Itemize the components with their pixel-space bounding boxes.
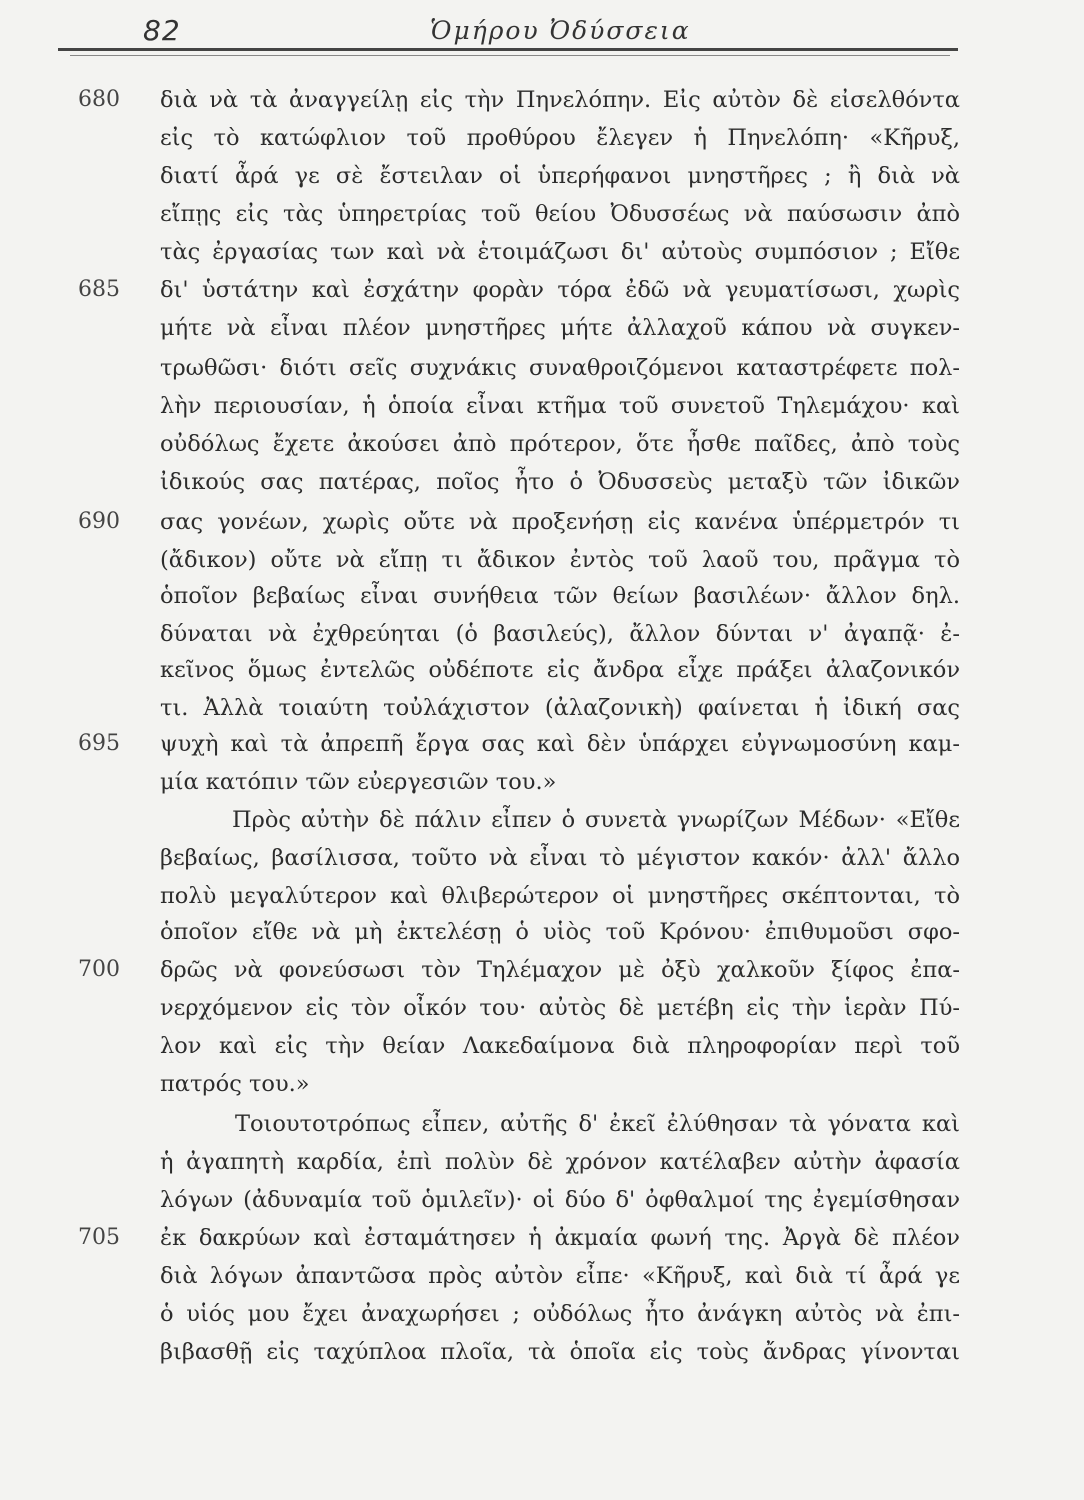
header-rule-thin: [70, 55, 950, 56]
text-line: ἐκ δακρύων καὶ ἐσταμάτησεν ἡ ἀκμαία φωνή της. Ἀργὰ δὲ πλέον: [160, 1225, 960, 1251]
line-number: 680: [78, 87, 120, 112]
line-number: 700: [78, 957, 120, 982]
text-line: τρωθῶσι· διότι σεῖς συχνάκις συναθροιζόμενοι καταστρέφετε πολ-: [160, 355, 960, 381]
text-line: (ἄδικον) οὔτε νὰ εἴπῃ τι ἄδικον ἐντὸς τοῦ λαοῦ του, πρᾶγμα τὸ: [160, 547, 960, 573]
text-line: δρῶς νὰ φονεύσωσι τὸν Τηλέμαχον μὲ ὀξὺ χαλκοῦν ξίφος ἐπα-: [160, 957, 960, 983]
page-number: 82: [143, 14, 181, 47]
text-line: λόγων (ἀδυναμία τοῦ ὁμιλεῖν)· οἱ δύο δ' ὀφθαλμοί της ἐγεμίσθησαν: [160, 1187, 960, 1213]
running-title: Ὁμήρου Ὀδύσσεια: [430, 16, 691, 45]
text-line: μία κατόπιν τῶν εὐεργεσιῶν του.»: [160, 769, 557, 795]
line-number: 685: [78, 277, 120, 302]
text-line: διὰ λόγων ἀπαντῶσα πρὸς αὐτὸν εἶπε· «Κῆρυξ, καὶ διὰ τί ἆρά γε: [160, 1263, 960, 1289]
text-line: ψυχὴ καὶ τὰ ἀπρεπῆ ἔργα σας καὶ δὲν ὑπάρχει εὐγνωμοσύνη καμ-: [160, 731, 960, 757]
page-header: [0, 14, 1084, 50]
line-number: 690: [78, 509, 120, 534]
text-line: λον καὶ εἰς τὴν θείαν Λακεδαίμονα διὰ πληροφορίαν περὶ τοῦ: [160, 1033, 960, 1059]
line-number: 705: [78, 1225, 120, 1250]
text-line: νερχόμενον εἰς τὸν οἶκόν του· αὐτὸς δὲ μετέβη εἰς τὴν ἱερὰν Πύ-: [160, 995, 960, 1021]
text-line: ὁποῖον εἴθε νὰ μὴ ἐκτελέσῃ ὁ υἱὸς τοῦ Κρόνου· ἐπιθυμοῦσι σφο-: [160, 919, 960, 945]
text-line: βεβαίως, βασίλισσα, τοῦτο νὰ εἶναι τὸ μέγιστον κακόν· ἀλλ' ἄλλο: [160, 845, 960, 871]
text-line: οὐδόλως ἔχετε ἀκούσει ἀπὸ πρότερον, ὅτε ἦσθε παῖδες, ἀπὸ τοὺς: [160, 431, 960, 457]
text-line: βιβασθῇ εἰς ταχύπλοα πλοῖα, τὰ ὁποῖα εἰς τοὺς ἄνδρας γίνονται: [160, 1339, 960, 1365]
text-line: σας γονέων, χωρὶς οὔτε νὰ προξενήσῃ εἰς κανένα ὑπέρμετρόν τι: [160, 509, 960, 535]
text-line: ἡ ἀγαπητὴ καρδία, ἐπὶ πολὺν δὲ χρόνον κατέλαβεν αὐτὴν ἀφασία: [160, 1149, 960, 1175]
text-line: ὁ υἱός μου ἔχει ἀναχωρήσει ; οὐδόλως ἦτο ἀνάγκη αὐτὸς νὰ ἐπι-: [160, 1301, 960, 1327]
text-line: ὁποῖον βεβαίως εἶναι συνήθεια τῶν θείων βασιλέων· ἄλλον δηλ.: [160, 583, 960, 609]
text-line: τὰς ἐργασίας των καὶ νὰ ἑτοιμάζωσι δι' αὐτοὺς συμπόσιον ; Εἴθε: [160, 239, 960, 265]
text-line: εἰς τὸ κατώφλιον τοῦ προθύρου ἔλεγεν ἡ Πηνελόπη· «Κῆρυξ,: [160, 125, 960, 151]
text-line: πατρός του.»: [160, 1071, 310, 1097]
text-line: τι. Ἀλλὰ τοιαύτη τοὐλάχιστον (ἀλαζονικὴ) φαίνεται ἡ ἰδική σας: [160, 695, 960, 721]
text-line: διατί ἆρά γε σὲ ἔστειλαν οἱ ὑπερήφανοι μνηστῆρες ; ἢ διὰ νὰ: [160, 163, 960, 189]
text-line: πολὺ μεγαλύτερον καὶ θλιβερώτερον οἱ μνηστῆρες σκέπτονται, τὸ: [160, 883, 960, 909]
text-line: Τοιουτοτρόπως εἶπεν, αὐτῆς δ' ἐκεῖ ἐλύθησαν τὰ γόνατα καὶ: [235, 1111, 960, 1137]
text-line: ἰδικούς σας πατέρας, ποῖος ἦτο ὁ Ὀδυσσεὺς μεταξὺ τῶν ἰδικῶν: [160, 469, 960, 495]
text-line: διὰ νὰ τὰ ἀναγγείλῃ εἰς τὴν Πηνελόπην. Εἰς αὐτὸν δὲ εἰσελθόντα: [160, 87, 960, 113]
text-line: λὴν περιουσίαν, ἡ ὁποία εἶναι κτῆμα τοῦ συνετοῦ Τηλεμάχου· καὶ: [160, 393, 960, 419]
line-number: 695: [78, 731, 120, 756]
text-line: Πρὸς αὐτὴν δὲ πάλιν εἶπεν ὁ συνετὰ γνωρίζων Μέδων· «Εἴθε: [232, 807, 960, 833]
text-line: κεῖνος ὅμως ἐντελῶς οὐδέποτε εἰς ἄνδρα εἶχε πράξει ἀλαζονικόν: [160, 657, 960, 683]
text-line: δι' ὑστάτην καὶ ἐσχάτην φορὰν τόρα ἐδῶ νὰ γευματίσωσι, χωρὶς: [160, 277, 960, 303]
text-line: εἴπῃς εἰς τὰς ὑπηρετρίας τοῦ θείου Ὀδυσσέως νὰ παύσωσιν ἀπὸ: [160, 201, 960, 227]
text-line: δύναται νὰ ἐχθρεύηται (ὁ βασιλεύς), ἄλλον δύνται ν' ἀγαπᾷ· ἐ-: [160, 621, 960, 647]
text-line: μήτε νὰ εἶναι πλέον μνηστῆρες μήτε ἀλλαχοῦ κάπου νὰ συγκεν-: [160, 315, 960, 341]
header-rule: [58, 48, 958, 51]
